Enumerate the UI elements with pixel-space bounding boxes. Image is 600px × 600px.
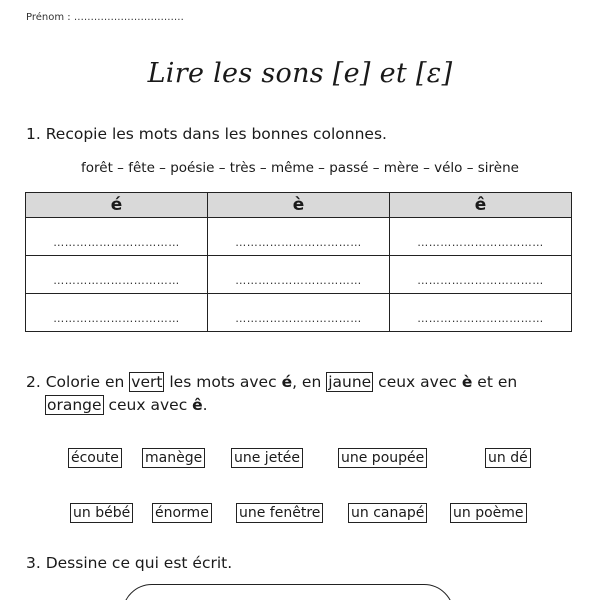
answer-cell[interactable]	[208, 256, 390, 294]
answer-cell[interactable]	[208, 294, 390, 332]
color-green-label: vert	[131, 373, 163, 391]
exercise1-instruction: 1. Recopie les mots dans les bonnes colonnes.	[26, 125, 387, 143]
word-box[interactable]: une poupée	[338, 448, 427, 468]
table-row	[26, 256, 572, 294]
word-box[interactable]: un canapé	[348, 503, 427, 523]
word-box[interactable]: une jetée	[231, 448, 303, 468]
exercise1-word-list: forêt – fête – poésie – très – même – passé – mère – vélo – sirène	[81, 160, 519, 176]
answer-blank: ……………………………	[53, 312, 180, 325]
instruction-text: , en	[292, 373, 322, 391]
drawing-frame[interactable]	[122, 584, 454, 600]
answer-cell[interactable]	[208, 218, 390, 256]
exercise2-instruction	[26, 371, 517, 417]
word-box[interactable]: un poème	[450, 503, 527, 523]
word-box[interactable]: énorme	[152, 503, 212, 523]
table-row	[26, 294, 572, 332]
answer-cell[interactable]	[26, 256, 208, 294]
instruction-text: ceux avec	[108, 396, 188, 414]
page-title: Lire les sons [e] et [ɛ]	[147, 58, 453, 89]
answer-cell[interactable]	[26, 294, 208, 332]
color-yellow-label: jaune	[328, 373, 372, 391]
sorting-table	[25, 192, 572, 332]
word-box[interactable]: un bébé	[70, 503, 133, 523]
word-box[interactable]: manège	[142, 448, 205, 468]
answer-cell[interactable]	[26, 218, 208, 256]
accent-e-grave: è	[461, 373, 473, 391]
column-header-e-circumflex: ê	[390, 193, 572, 218]
accent-e-circumflex: ê	[192, 396, 203, 414]
answer-blank: ……………………………	[417, 312, 544, 325]
answer-cell[interactable]	[390, 294, 572, 332]
column-header-e-grave: è	[208, 193, 390, 218]
answer-blank: ……………………………	[53, 274, 180, 287]
answer-blank: ……………………………	[235, 236, 362, 249]
instruction-text: les mots avec	[169, 373, 277, 391]
answer-blank: ……………………………	[53, 236, 180, 249]
instruction-text: et en	[477, 373, 518, 391]
word-box[interactable]: un dé	[485, 448, 531, 468]
instruction-text: .	[202, 396, 208, 414]
answer-cell[interactable]	[390, 256, 572, 294]
answer-blank: ……………………………	[417, 236, 544, 249]
answer-blank: ……………………………	[417, 274, 544, 287]
prenom-field: Prénom : ……………………………	[26, 12, 184, 23]
answer-cell[interactable]	[390, 218, 572, 256]
instruction-text: 2. Colorie en	[26, 373, 125, 391]
answer-blank: ……………………………	[235, 312, 362, 325]
exercise3-instruction: 3. Dessine ce qui est écrit.	[26, 554, 233, 572]
table-row	[26, 218, 572, 256]
instruction-text: ceux avec	[378, 373, 457, 391]
word-box[interactable]: une fenêtre	[236, 503, 323, 523]
column-header-e-acute: é	[26, 193, 208, 218]
answer-blank: ……………………………	[235, 274, 362, 287]
color-orange-label: orange	[47, 396, 102, 414]
accent-e-acute: é	[281, 373, 293, 391]
word-box[interactable]: écoute	[68, 448, 122, 468]
